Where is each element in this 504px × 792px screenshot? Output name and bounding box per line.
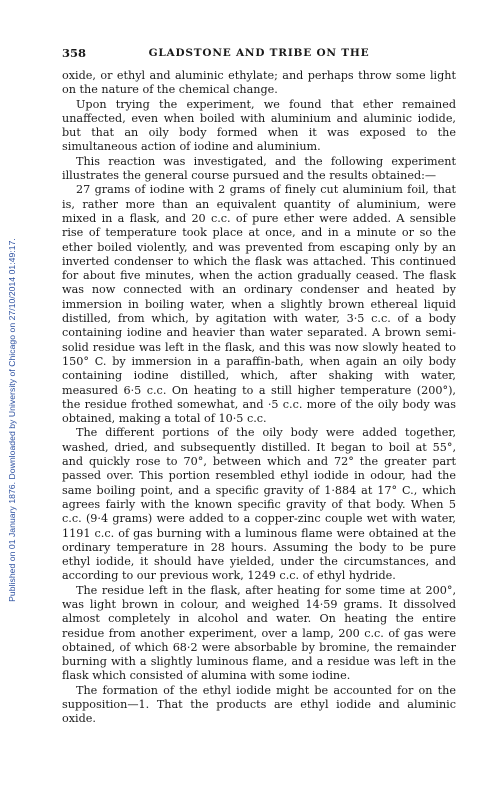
paragraph: The residue left in the flask, after heating for some time at 200°, was light brown in colour, and weighed 14·59 grams. It dissolved almost completely in alcohol and water. On heating the entire residue from another experiment, over a lamp, 200 c.c. of gas were obtained, of which 68·2 were absorbable by bromine, the remainder burning with a slightly luminous flame, and a residue was left in the flask which consisted of alumina with some iodine. (62, 583, 456, 683)
page-header (62, 46, 456, 62)
download-citation-sidebar (0, 0, 24, 792)
paragraph: oxide, or ethyl and aluminic ethylate; and perhaps throw some light on the nature of the chemical change. (62, 69, 456, 97)
paragraph: 27 grams of iodine with 2 grams of finely cut aluminium foil, that is, rather more than an equivalent quantity of aluminium, were mixed in a flask, and 20 c.c. of pure ether were added. A sensible rise of temperature took place at once, and in a minute or so the ether boiled violently, and was prevented from escaping only by an inverted condenser to which the flask was attached. This continued for about five minutes, when the action gradually ceased. The flask was now connected with an ordinary condenser and heated by immersion in boiling water, when a slightly brown ethereal liquid distilled, from which, by agitation with water, 3·5 c.c. of a body containing iodine and heavier than water separated. A brown semi-solid residue was left in the flask, and this was now slowly heated to 150° C. by immersion in a paraffin-bath, when again an oily body containing iodine distilled, which, after shaking with water, measured 6·5 c.c. On heating to a still higher temperature (200°), the residue frothed somewhat, and ·5 c.c. more of the oily body was obtained, making a total of 10·5 c.c. (62, 183, 456, 426)
page-number: 358 (62, 46, 87, 60)
citation-text: Published on 01 January 1876. Downloaded by University of Chicago on 27/10/2014 01:49:17. (7, 238, 17, 602)
article-body (62, 69, 456, 727)
paragraph: Upon trying the experiment, we found that ether remained unaffected, even when boiled with aluminium and aluminic iodide, but that an oily body formed when it was exposed to the simultaneous action of iodine and aluminium. (62, 97, 456, 154)
paragraph: The formation of the ethyl iodide might be accounted for on the supposition—1. That the products are ethyl iodide and aluminic oxide. (62, 683, 456, 726)
running-head: GLADSTONE AND TRIBE ON THE (148, 47, 370, 59)
paragraph: The different portions of the oily body were added together, washed, dried, and subsequently distilled. It began to boil at 55°, and quickly rose to 70°, between which and 72° the greater part passed over. This portion resembled ethyl iodide in odour, had the same boiling point, and a specific gravity of 1·884 at 17° C., which agrees fairly with the known specific gravity of that body. When 5 c.c. (9·4 grams) were added to a copper-zinc couple wet with water, 1191 c.c. of gas burning with a luminous flame were obtained at the ordinary temperature in 28 hours. Assuming the body to be pure ethyl iodide, it should have yielded, under the circumstances, and according to our previous work, 1249 c.c. of ethyl hydride. (62, 426, 456, 583)
paragraph: This reaction was investigated, and the following experiment illustrates the general course pursued and the results obtained:— (62, 154, 456, 183)
